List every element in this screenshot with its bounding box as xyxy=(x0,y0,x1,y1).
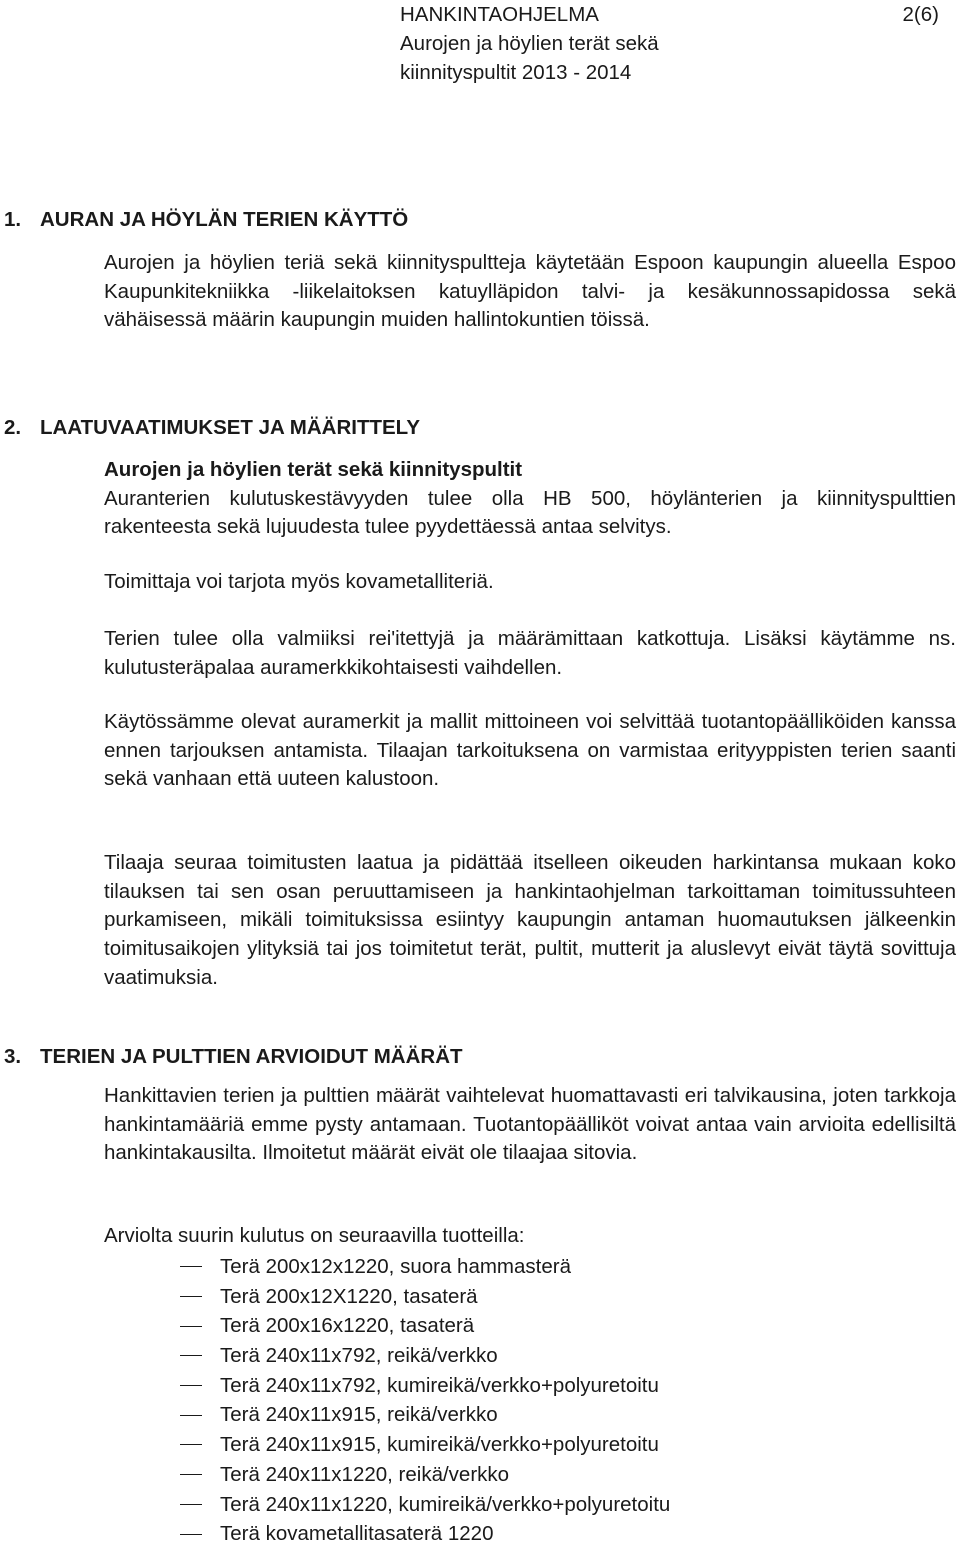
section-2-body xyxy=(104,456,956,542)
dash-bullet-icon xyxy=(180,1266,202,1267)
list-item xyxy=(180,1371,880,1401)
section-2-number: 2. xyxy=(4,416,22,439)
list-item xyxy=(180,1490,880,1520)
section-1-title: AURAN JA HÖYLÄN TERIEN KÄYTTÖ xyxy=(40,208,409,231)
product-list xyxy=(180,1252,880,1549)
section-1-number: 1. xyxy=(4,208,22,231)
header-top-row xyxy=(400,0,945,29)
section-2-paragraph-1: Auranterien kulutuskestävyyden tulee olla HB 500, höylänterien ja kiinnityspulttien rakenteesta sekä lujuudesta tulee pyydettäessä antaa selvitys. xyxy=(104,486,956,539)
section-2-heading xyxy=(4,413,420,442)
list-item xyxy=(180,1400,880,1430)
dash-bullet-icon xyxy=(180,1415,202,1416)
page-number: 2(6) xyxy=(902,3,939,26)
section-2-paragraph-2-block xyxy=(104,568,956,597)
list-item xyxy=(180,1430,880,1460)
section-3-list-intro-block xyxy=(104,1222,956,1251)
section-2-paragraph-5-block xyxy=(104,849,956,993)
section-2-title: LAATUVAATIMUKSET JA MÄÄRITTELY xyxy=(40,416,421,439)
section-3-title: TERIEN JA PULTTIEN ARVIOIDUT MÄÄRÄT xyxy=(40,1045,463,1068)
section-1-heading xyxy=(4,205,408,234)
section-2-paragraph-2: Toimittaja voi tarjota myös kovametalliteriä. xyxy=(104,570,494,593)
list-item-text: Terä 240x11x792, reikä/verkko xyxy=(220,1344,498,1368)
section-2-paragraph-4-block xyxy=(104,708,956,794)
list-item-text: Terä 240x11x1220, reikä/verkko xyxy=(220,1462,510,1486)
header-subtitle-line-1: Aurojen ja höylien terät sekä xyxy=(400,32,659,55)
list-item xyxy=(180,1282,880,1312)
list-item-text: Terä 240x11x915, reikä/verkko xyxy=(220,1403,498,1427)
dash-bullet-icon xyxy=(180,1474,202,1475)
list-item xyxy=(180,1460,880,1490)
list-item xyxy=(180,1341,880,1371)
dash-bullet-icon xyxy=(180,1444,202,1445)
section-3-number: 3. xyxy=(4,1045,22,1068)
section-1-body xyxy=(104,249,956,335)
header-subtitle-line-2: kiinnityspultit 2013 - 2014 xyxy=(400,61,632,84)
list-item xyxy=(180,1252,880,1282)
section-3-list-intro: Arviolta suurin kulutus on seuraavilla tuotteilla: xyxy=(104,1224,525,1247)
dash-bullet-icon xyxy=(180,1504,202,1505)
section-2-paragraph-3-block xyxy=(104,625,956,682)
dash-bullet-icon xyxy=(180,1296,202,1297)
section-2-subtitle: Aurojen ja höylien terät sekä kiinnityspultit xyxy=(104,458,523,481)
document-type-title: HANKINTAOHJELMA xyxy=(400,3,599,26)
list-item xyxy=(180,1311,880,1341)
list-item-text: Terä 240x11x792, kumireikä/verkko+polyuretoitu xyxy=(220,1373,659,1397)
dash-bullet-icon xyxy=(180,1326,202,1327)
section-2-paragraph-5: Tilaaja seuraa toimitusten laatua ja pidättää itselleen oikeuden harkintansa mukaan koko tilauksen tai sen osan peruuttamiseen ja hankintaohjelman tarkoittaman toimitussuhteen purkamiseen, mikäli toimituksissa esiintyy kaupungin antaman huomautuksen jälkeenkin toimitusaikojen ylityksiä tai jos toimitetut terät, pultit, mutterit ja aluslevyt eivät täytä sovittuja vaatimuksia. xyxy=(104,851,956,989)
dash-bullet-icon xyxy=(180,1534,202,1535)
list-item-text: Terä 240x11x915, kumireikä/verkko+polyuretoitu xyxy=(220,1433,659,1457)
list-item-text: Terä 200x12X1220, tasaterä xyxy=(220,1284,478,1308)
section-2-paragraph-3: Terien tulee olla valmiiksi rei'itettyjä ja määrämittaan katkottuja. Lisäksi käytämme ns. kulutusteräpalaa auramerkkikohtaisesti vaihdellen. xyxy=(104,627,956,679)
list-item xyxy=(180,1519,880,1549)
section-3-paragraph-1: Hankittavien terien ja pulttien määrät vaihtelevat huomattavasti eri talvikausina, joten tarkkoja hankintamääriä emme pysty antamaan. Tuotantopäälliköt voivat antaa vain arvioita edellisiltä hankintakausilta. Ilmoitetut määrät eivät ole tilaajaa sitovia. xyxy=(104,1084,956,1165)
section-3-heading xyxy=(4,1042,463,1071)
list-item-text: Terä 200x12x1220, suora hammasterä xyxy=(220,1255,571,1278)
section-3-paragraph-1-block xyxy=(104,1082,956,1168)
page-header xyxy=(400,0,945,87)
list-item-text: Terä kovametallitasaterä 1220 xyxy=(220,1522,494,1546)
section-1-paragraph: Aurojen ja höylien teriä sekä kiinnityspultteja käytetään Espoon kaupungin alueella Espoo Kaupunkitekniikka -liikelaitoksen katuylläpidon talvi- ja kesäkunnossapidossa sekä vähäisessä määrin kaupungin muiden hallintokuntien töissä. xyxy=(104,251,956,332)
dash-bullet-icon xyxy=(180,1355,202,1356)
dash-bullet-icon xyxy=(180,1385,202,1386)
section-2-paragraph-4: Käytössämme olevat auramerkit ja mallit mittoineen voi selvittää tuotantopäälliköiden kanssa ennen tarjouksen antamista. Tilaajan tarkoituksena on varmistaa erityyppisten terien saanti sekä vanhaan että uuteen kalustoon. xyxy=(104,710,956,791)
list-item-text: Terä 240x11x1220, kumireikä/verkko+polyuretoitu xyxy=(220,1492,671,1516)
list-item-text: Terä 200x16x1220, tasaterä xyxy=(220,1314,475,1338)
